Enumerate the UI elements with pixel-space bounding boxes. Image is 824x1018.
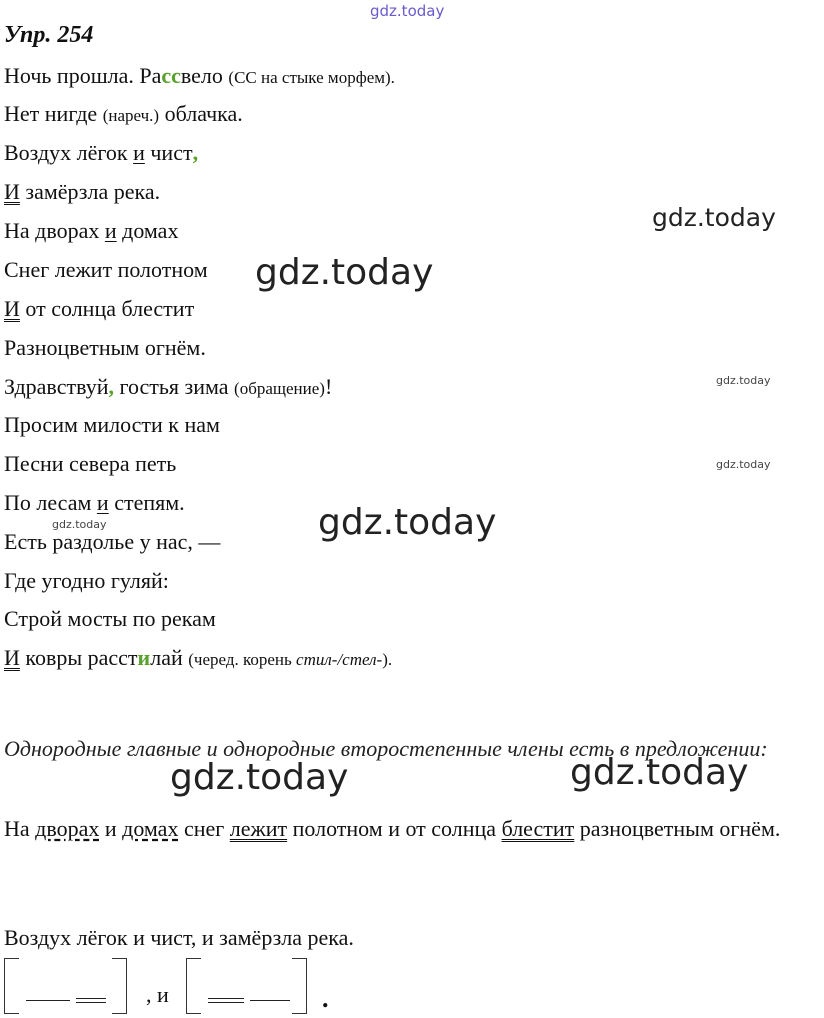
poem-line-11: Песни севера петь	[4, 451, 177, 476]
poem-line-12: По лесам и степям.	[4, 490, 185, 515]
analyzed-sentence-2: Воздух лёгок и чист, и замёрзла река.	[4, 925, 354, 950]
scheme-bracket-right-1	[112, 958, 127, 1014]
poem-line-1: Ночь прошла. Рассвело (СС на стыке морфем).	[4, 63, 395, 88]
watermark-right-bottom: gdz.today	[570, 752, 749, 793]
scheme-bracket-left-2	[186, 958, 201, 1014]
exercise-title: Упр. 254	[4, 22, 94, 48]
poem-line-5: На дворах и домах	[4, 218, 179, 243]
scheme-period: .	[322, 984, 329, 1013]
watermark-top: gdz.today	[370, 2, 445, 20]
watermark-small-3: gdz.today	[52, 518, 107, 531]
scheme-conjunction: , и	[146, 982, 169, 1007]
watermark-small-1: gdz.today	[716, 374, 771, 387]
poem-line-7: И от солнца блестит	[4, 296, 195, 321]
scheme-subject2-line	[250, 1000, 290, 1001]
poem-line-3: Воздух лёгок и чист,	[4, 140, 199, 165]
watermark-mid-2: gdz.today	[318, 502, 497, 543]
poem-line-15: Строй мосты по рекам	[4, 606, 216, 631]
poem-line-10: Просим милости к нам	[4, 412, 220, 437]
watermark-left-bottom: gdz.today	[170, 757, 349, 798]
poem-line-2: Нет нигде (нареч.) облачка.	[4, 101, 243, 126]
watermark-small-2: gdz.today	[716, 458, 771, 471]
poem-line-14: Где угодно гуляй:	[4, 568, 169, 593]
watermark-mid-1: gdz.today	[255, 252, 434, 293]
analyzed-sentence-1: На дворах и домах снег лежит полотном и от солнца блестит разноцветным огнём.	[4, 816, 781, 841]
scheme-bracket-left-1	[4, 958, 19, 1014]
scheme-predicate2-line-a	[208, 998, 244, 999]
poem-line-8: Разноцветным огнём.	[4, 335, 206, 360]
scheme-predicate-line-b	[76, 1002, 106, 1003]
poem-line-9: Здравствуй, гостья зима (обращение)!	[4, 374, 333, 399]
scheme-bracket-right-2	[292, 958, 307, 1014]
sentence-scheme	[0, 958, 824, 1018]
poem-line-6: Снег лежит полотном	[4, 257, 208, 282]
scheme-predicate-line-a	[76, 998, 106, 999]
poem-line-16: И ковры расстилай (черед. корень стил-/стел-).	[4, 645, 393, 670]
explanation-text: Однородные главные и однородные второстепенные члены есть в предложении:	[4, 736, 768, 761]
watermark-right-1: gdz.today	[652, 203, 776, 232]
scheme-subject-line	[26, 1000, 70, 1001]
poem-line-13: Есть раздолье у нас, —	[4, 529, 221, 554]
poem-line-4: И замёрзла река.	[4, 179, 161, 204]
scheme-predicate2-line-b	[208, 1002, 244, 1003]
